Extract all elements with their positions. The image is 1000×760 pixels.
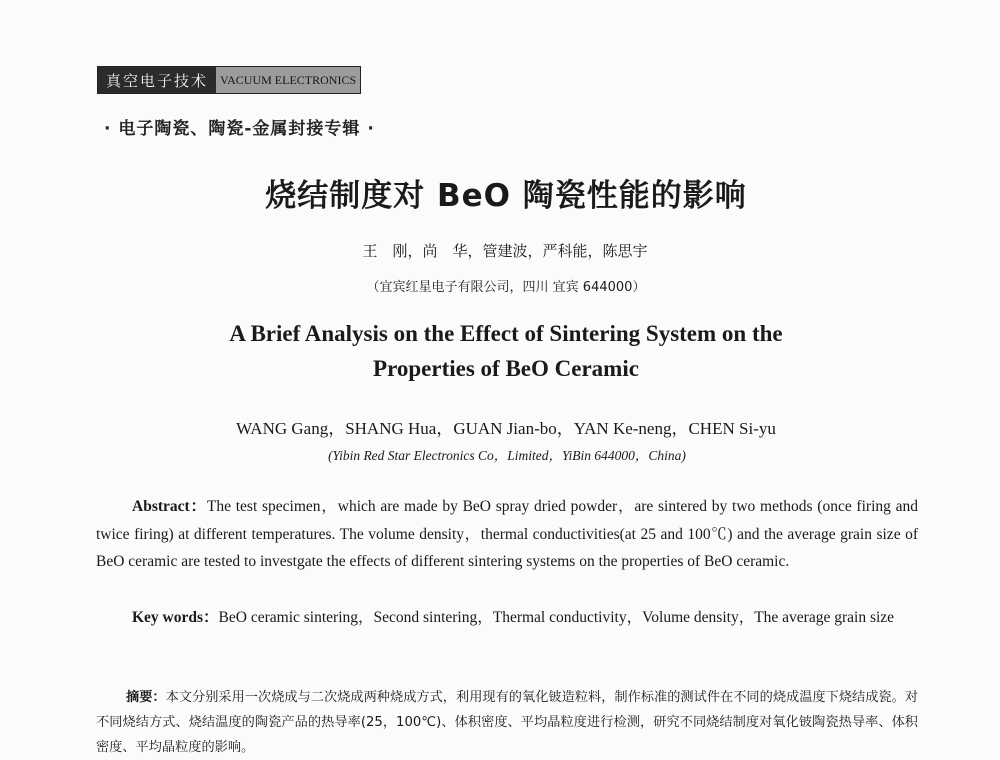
abstract-cn-label: 摘要： bbox=[126, 690, 166, 705]
affiliation-en: (Yibin Red Star Electronics Co，Limited，YiBin 644000，China) bbox=[328, 448, 686, 463]
authors-cn: 王 刚，尚 华，管建波，严科能，陈思宇 bbox=[362, 242, 648, 260]
title-en-line2: Properties of BeO Ceramic bbox=[373, 356, 639, 381]
keywords-en-label: Key words： bbox=[132, 609, 219, 626]
abstract-en bbox=[96, 493, 918, 576]
keywords-en bbox=[96, 604, 918, 632]
title-en bbox=[0, 316, 1000, 386]
abstract-cn-text: 本文分别采用一次烧成与二次烧成两种烧成方式，利用现有的氧化铍造粒料，制作标准的测试件在不同的烧成温度下烧结成瓷。对不同烧结方式、烧结温度的陶瓷产品的热导率(25，100℃)、体积密度、平均晶粒度进行检测，研究不同烧结制度对氧化铍陶瓷热导率、体积密度、平均晶粒度的影响。 bbox=[96, 690, 919, 755]
journal-name-cn: 真空电子技术 bbox=[98, 67, 216, 93]
abstract-cn bbox=[96, 685, 918, 760]
keywords-en-text: BeO ceramic sintering，Second sintering，Thermal conductivity，Volume density，The average grain size bbox=[218, 609, 895, 626]
special-issue-label: · 电子陶瓷、陶瓷-金属封接专辑 · bbox=[104, 119, 375, 139]
journal-header bbox=[97, 66, 361, 94]
abstract-en-text: The test specimen，which are made by BeO spray dried powder，are sintered by two methods (once firing and twice firing) at different temperatures. The volume density，thermal conductivities(at 25 and 100℃) and the average grain size of BeO ceramic are tested to investgate the effects of different sintering systems on the properties of BeO ceramic. bbox=[96, 498, 918, 570]
authors-en: WANG Gang，SHANG Hua，GUAN Jian-bo，YAN Ke-neng，CHEN Si-yu bbox=[236, 419, 776, 438]
title-cn: 烧结制度对 BeO 陶瓷性能的影响 bbox=[265, 178, 747, 214]
abstract-en-label: Abstract： bbox=[132, 498, 207, 515]
journal-name-en: VACUUM ELECTRONICS bbox=[216, 67, 360, 93]
affiliation-cn: （宜宾红星电子有限公司，四川 宜宾 644000） bbox=[366, 280, 646, 295]
title-en-line1: A Brief Analysis on the Effect of Sintering System on the bbox=[229, 321, 783, 346]
